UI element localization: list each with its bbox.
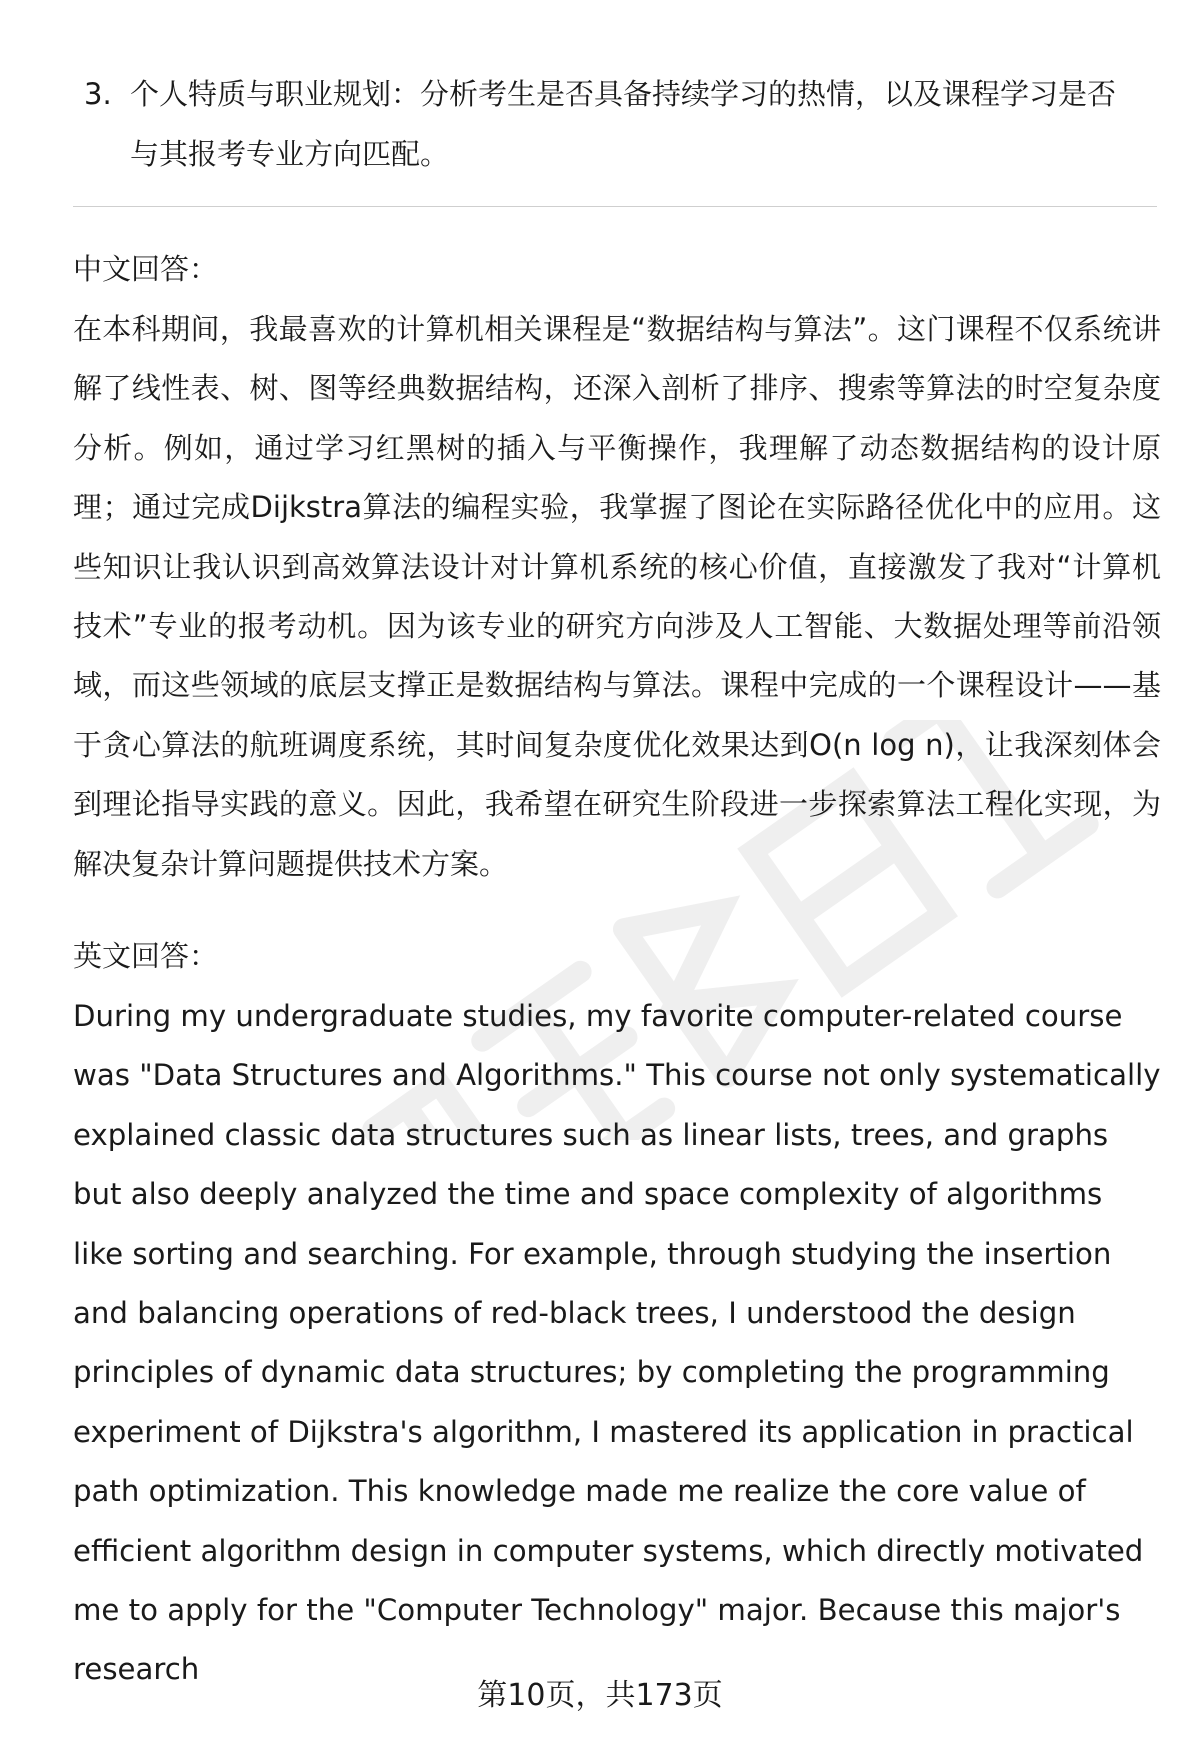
- english-answer-label: 英文回答：: [73, 939, 219, 973]
- section-divider: [73, 206, 1157, 207]
- list-item-text: 个人特质与职业规划：分析考生是否具备持续学习的热情，以及课程学习是否与其报考专业方向匹配。: [130, 77, 1117, 171]
- chinese-answer-paragraph: 在本科期间，我最喜欢的计算机相关课程是“数据结构与算法”。这门课程不仅系统讲解了线性表、树、图等经典数据结构，还深入剖析了排序、搜索等算法的时空复杂度分析。例如，通过学习红黑树的插入与平衡操作，我理解了动态数据结构的设计原理；通过完成Dijkstra算法的编程实验，我掌握了图论在实际路径优化中的应用。这些知识让我认识到高效算法设计对计算机系统的核心价值，直接激发了我对“计算机技术”专业的报考动机。因为该专业的研究方向涉及人工智能、大数据处理等前沿领域，而这些领域的底层支撑正是数据结构与算法。课程中完成的一个课程设计——基于贪心算法的航班调度系统，其时间复杂度优化效果达到O(n log n)，让我深刻体会到理论指导实践的意义。因此，我希望在研究生阶段进一步探索算法工程化实现，为解决复杂计算问题提供技术方案。: [73, 312, 1161, 881]
- chinese-answer-label: 中文回答：: [73, 252, 219, 286]
- page-number-footer: 第10页，共173页: [477, 1678, 723, 1713]
- list-item: [84, 64, 1144, 184]
- list-number: 3.: [84, 77, 112, 111]
- english-answer-paragraph: During my undergraduate studies, my favorite computer-related course was "Data Structures and Algorithms." This course not only systematically explained classic data structures such as linear lists, trees, and graphs but also deeply analyzed the time and space complexity of algorithms like sorting and searching. For example, through studying the insertion and balancing operations of red-black trees, I understood the design principles of dynamic data structures; by completing the programming experiment of Dijkstra's algorithm, I mastered its application in practical path optimization. This knowledge made me realize the core value of efficient algorithm design in computer systems, which directly motivated me to apply for the "Computer Technology" major. Because this major's research: [73, 999, 1161, 1687]
